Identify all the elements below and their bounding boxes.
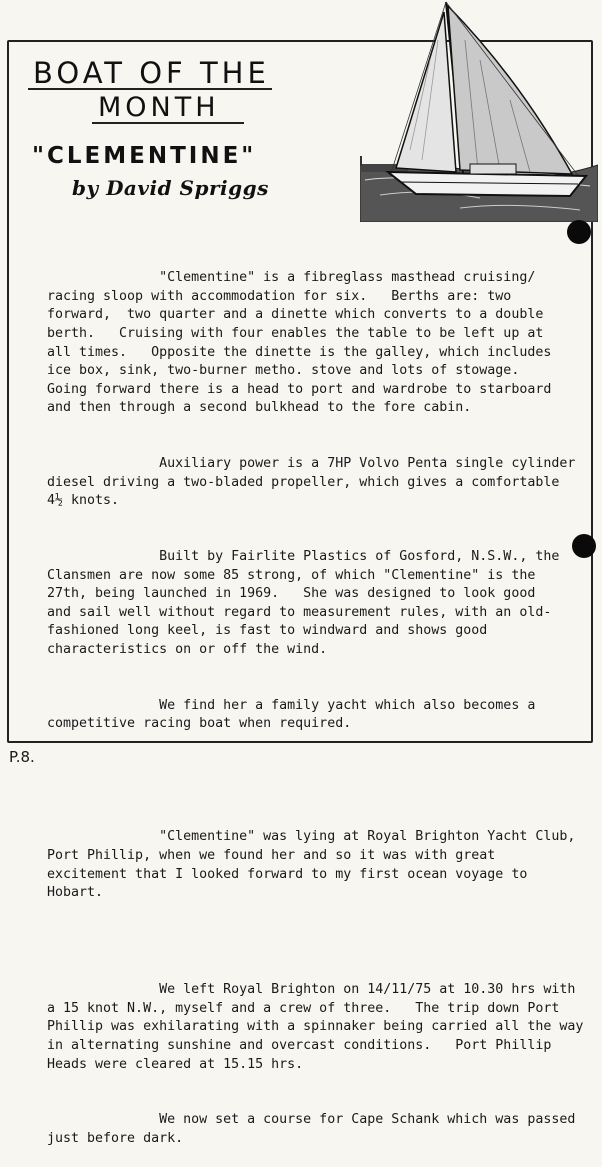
paragraph: Auxiliary power is a 7HP Volvo Penta single cylinder diesel driving a two-bladed propeller, which gives a comfortable 4½ knots. — [47, 456, 576, 509]
paragraph: We left Royal Brighton on 14/11/75 at 10.30 hrs with a 15 knot N.W., myself and a crew of three. The trip down Port Phillip was exhilarating with a spinnaker being carried all the way in alternating sunshine and overcast conditions. Port Phillip Heads were cleared at 15.15 hrs. — [47, 982, 584, 1072]
paragraph: We now set a course for Cape Schank which was passed just before dark. — [47, 1112, 576, 1146]
title-underline-1 — [28, 88, 272, 90]
sailboat-illustration — [360, 0, 598, 222]
page-number: P.8. — [9, 748, 35, 766]
boat-name: "CLEMENTINE" — [32, 143, 257, 169]
paragraph: "Clementine" was lying at Royal Brighton Yacht Club, Port Phillip, when we found her and so it was with great excitement that I looked forward to my first ocean voyage to Hobart. — [47, 829, 576, 901]
byline: by David Spriggs — [72, 176, 269, 200]
title-underline-2 — [92, 122, 244, 124]
paragraph: We find her a family yacht which also becomes a competitive racing boat when required. — [47, 697, 536, 732]
title-line-2: MONTH — [98, 92, 220, 123]
title-line-1: BOAT OF THE — [33, 56, 270, 90]
paragraph: Built by Fairlite Plastics of Gosford, N.S.W., the Clansmen are now some 85 strong, of which "Clementine" is the 27th, being launched in 1969. She was designed to look good and sail well without regard to measurement rules, with an old- fashioned long keel, is fast to windward and shows good characteristics on or off the wind. — [47, 549, 560, 658]
paragraph: "Clementine" is a fibreglass masthead cruising/ racing sloop with accommodation for six. Berths are: two forward, two quarter and a dinette which converts to a double berth. Cruising with four enables the table to be left up at all times. Opposite the dinette is the galley, which includes ice box, sink, two-burner metho. stove and lots of stowage. Going forward there is a head to port and wardrobe to starboard and then through a second bulkhead to the fore cabin. — [47, 270, 552, 416]
article-body — [47, 232, 587, 1167]
